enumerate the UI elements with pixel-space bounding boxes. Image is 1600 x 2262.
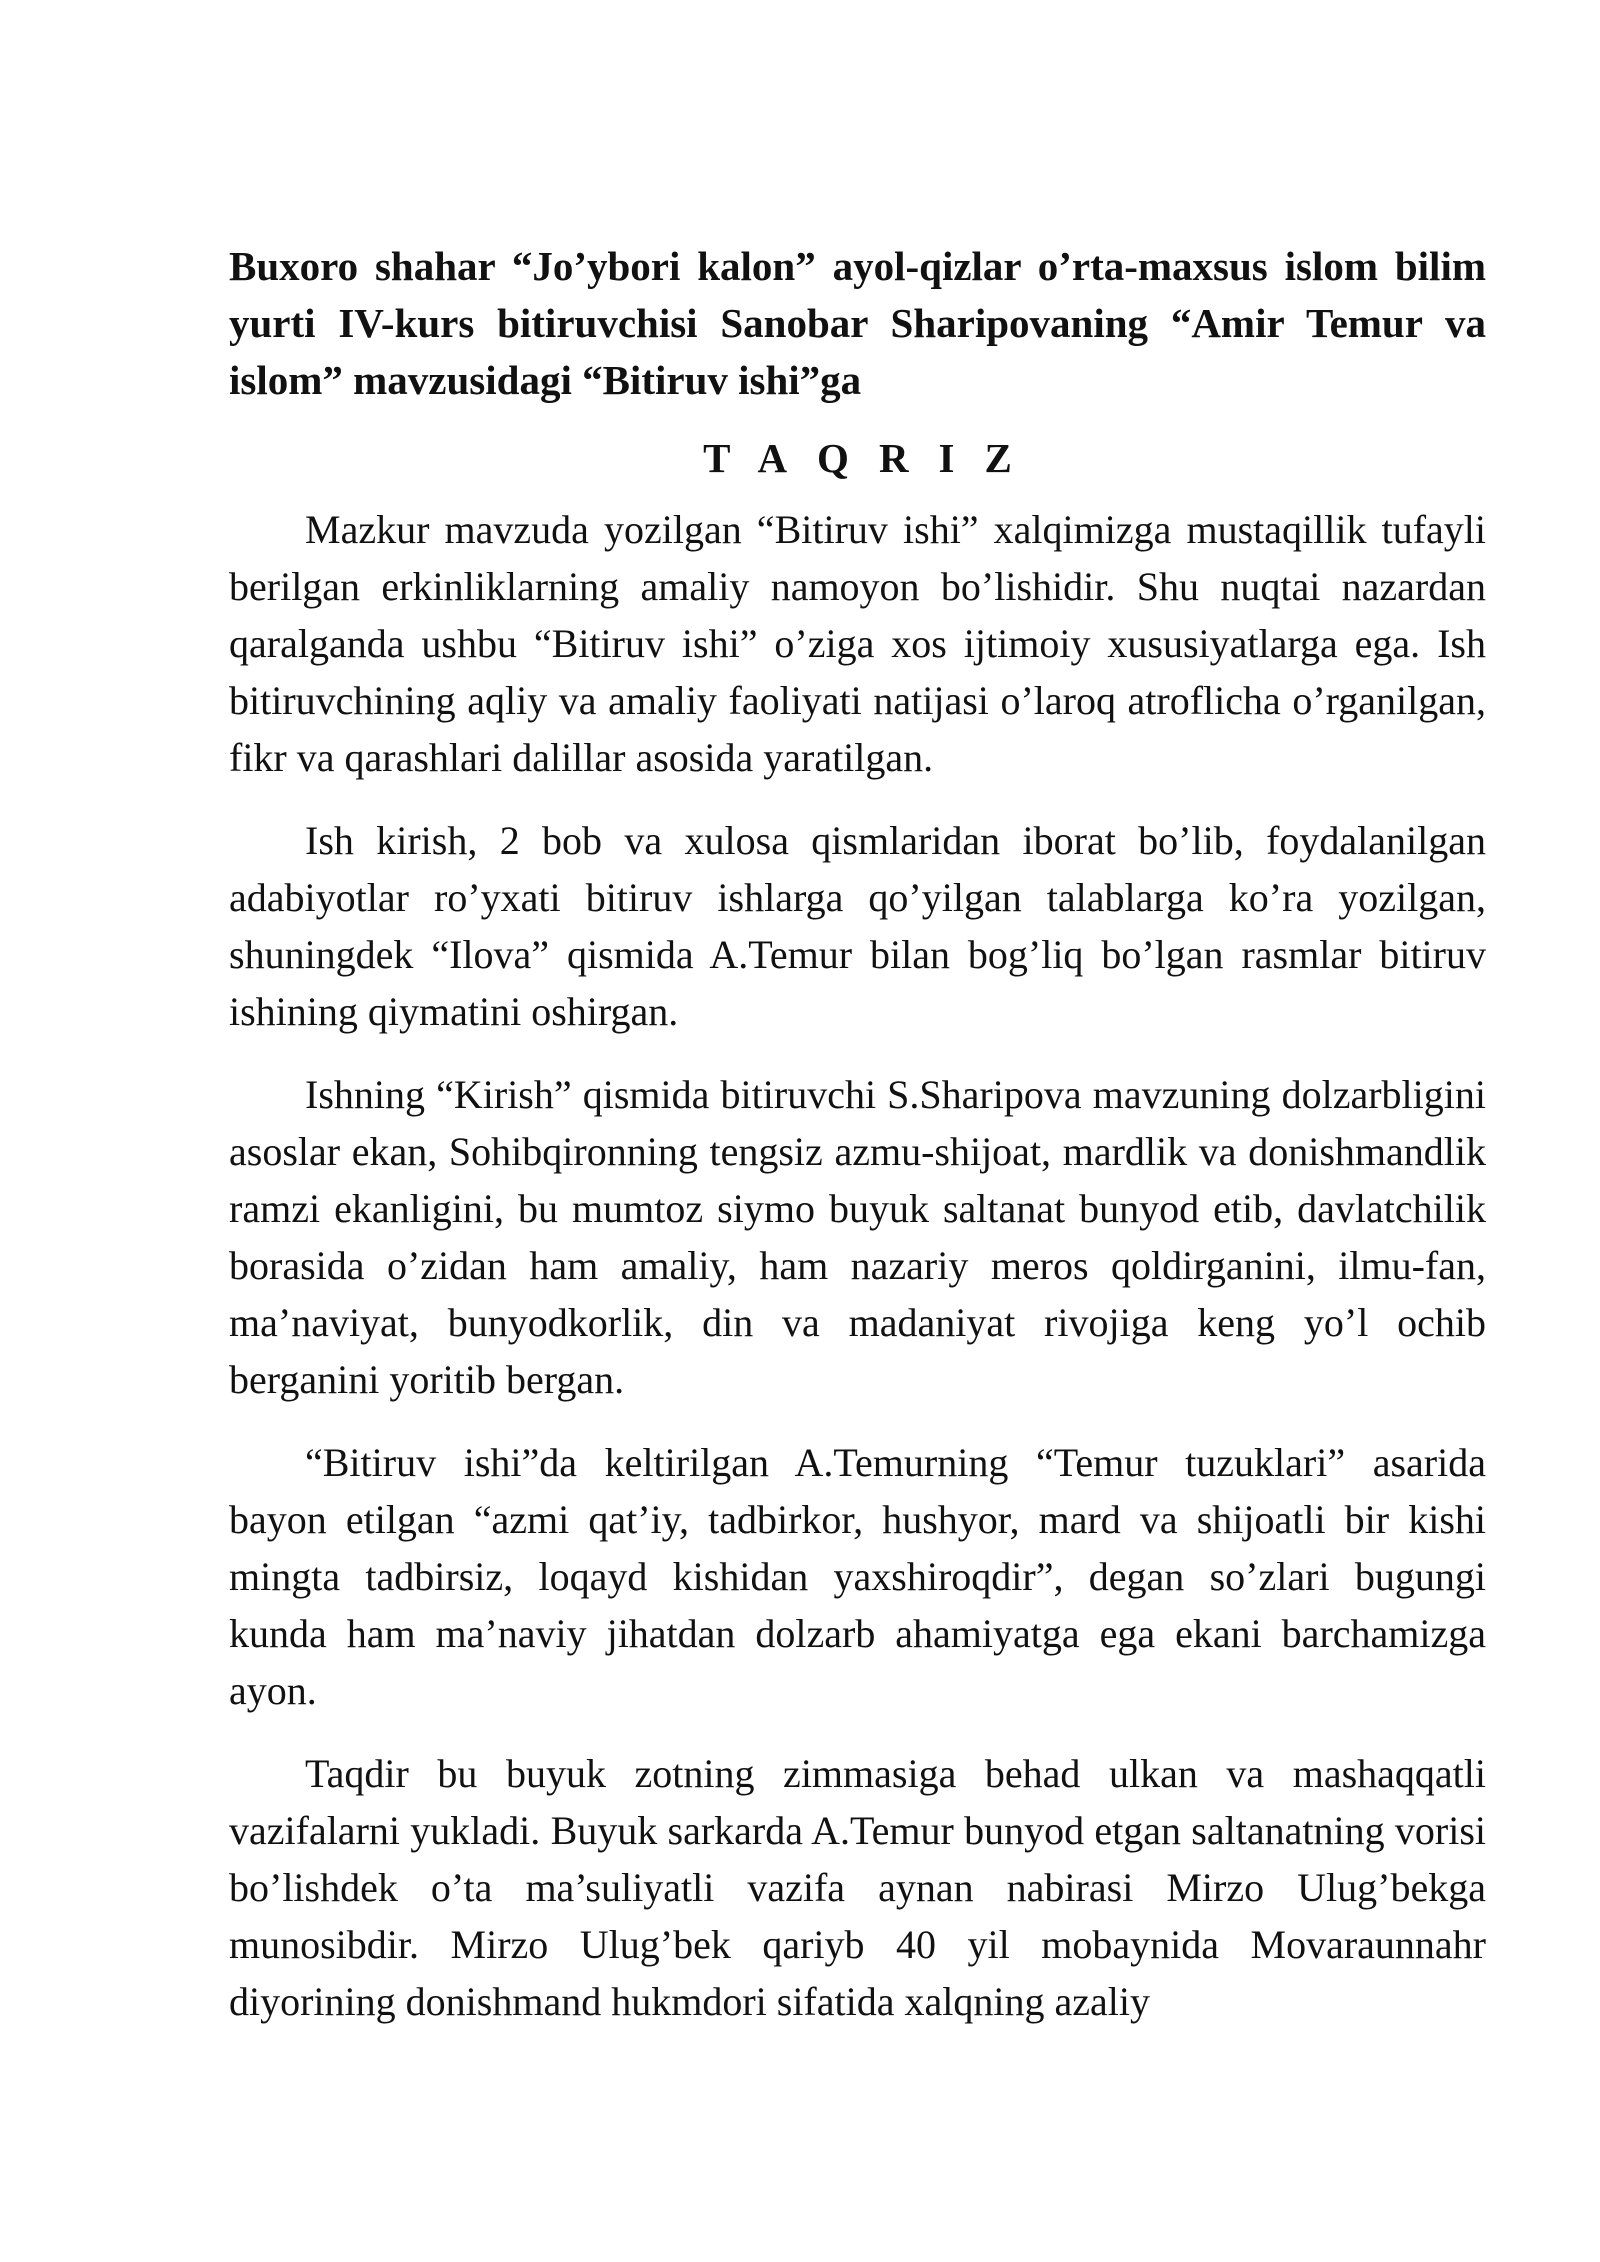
paragraph: Taqdir bu buyuk zotning zimmasiga behad ulkan va mashaqqatli vazifalarni yukladi. Buyuk sarkarda A.Temur bunyod etgan saltanatning vorisi bo’lishdek o’ta ma’suliyatli vazifa aynan nabirasi Mirzo Ulug’bekga munosibdir. Mirzo Ulug’bek qariyb 40 yil mobaynida Movaraunnahr diyorining donishmand hukmdori sifatida xalqning azaliy	[229, 1751, 1486, 2024]
paragraph: Ish kirish, 2 bob va xulosa qismlaridan iborat bo’lib, foydalanilgan adabiyotlar ro’yxati bitiruv ishlarga qo’yilgan talablarga ko’ra yozilgan, shuningdek “Ilova” qismida A.Temur bilan bog’liq bo’lgan rasmlar bitiruv ishining qiymatini oshirgan.	[229, 818, 1486, 1034]
document-page	[229, 238, 1486, 2056]
document-title: TAQRIZ	[703, 435, 1042, 481]
paragraph: Ishning “Kirish” qismida bitiruvchi S.Sharipova mavzuning dolzarbligini asoslar ekan, Sohibqironning tengsiz azmu-shijoat, mardlik va donishmandlik ramzi ekanligini, bu mumtoz siymo buyuk saltanat bunyod etib, davlatchilik borasida o’zidan ham amaliy, ham nazariy meros qoldirganini, ilmu-fan, ma’naviyat, bunyodkorlik, din va madaniyat rivojiga keng yo’l ochib berganini yoritib bergan.	[229, 1072, 1486, 1402]
paragraph: Mazkur mavzuda yozilgan “Bitiruv ishi” xalqimizga mustaqillik tufayli berilgan erkinliklarning amaliy namoyon bo’lishidir. Shu nuqtai nazardan qaralganda ushbu “Bitiruv ishi” o’ziga xos ijtimoiy xususiyatlarga ega. Ish bitiruvchining aqliy va amaliy faoliyati natijasi o’laroq atroflicha o’rganilgan, fikr va qarashlari dalillar asosida yaratilgan.	[229, 507, 1486, 780]
document-heading: Buxoro shahar “Jo’ybori kalon” ayol-qizlar o’rta-maxsus islom bilim yurti IV-kurs bitiruvchisi Sanobar Sharipovaning “Amir Temur va islom” mavzusidagi “Bitiruv ishi”ga	[229, 243, 1486, 403]
paragraph: “Bitiruv ishi”da keltirilgan A.Temurning “Temur tuzuklari” asarida bayon etilgan “azmi qat’iy, tadbirkor, hushyor, mard va shijoatli bir kishi mingta tadbirsiz, loqayd kishidan yaxshiroqdir”, degan so’zlari bugungi kunda ham ma’naviy jihatdan dolzarb ahamiyatga ega ekani barchamizga ayon.	[229, 1440, 1486, 1713]
